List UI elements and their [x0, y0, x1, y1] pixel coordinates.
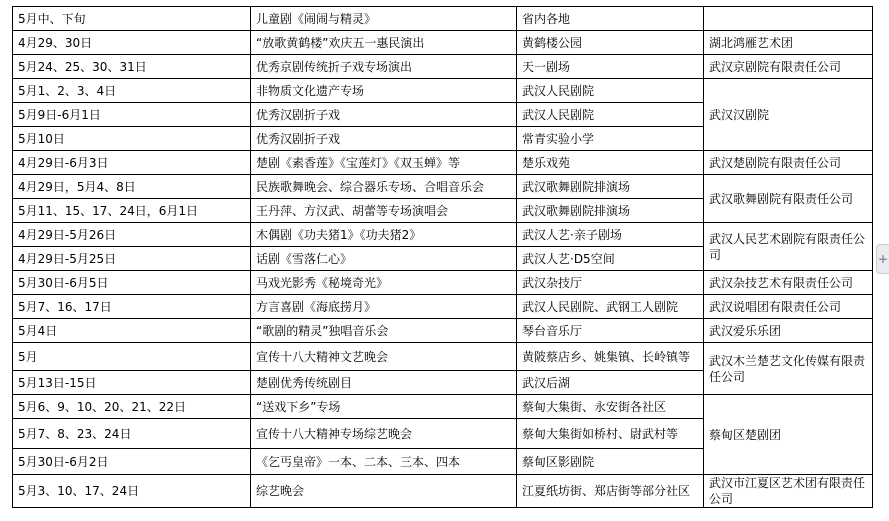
venue-cell: 蔡甸大集街如桥村、尉武村等	[517, 419, 704, 449]
date-cell: 5月9日-6月1日	[13, 103, 251, 127]
program-cell: “送戏下乡”专场	[251, 395, 517, 419]
date-cell: 5月13日-15日	[13, 371, 251, 395]
org-cell: 武汉爱乐乐团	[704, 319, 873, 343]
venue-cell: 天一剧场	[517, 55, 704, 79]
date-cell: 4月29日-6月3日	[13, 151, 251, 175]
org-cell: 武汉木兰楚艺文化传媒有限责任公司	[704, 343, 873, 395]
venue-cell: 常青实验小学	[517, 127, 704, 151]
program-cell: 楚剧《素香莲》《宝莲灯》《双玉蝉》等	[251, 151, 517, 175]
venue-cell: 武汉歌舞剧院排演场	[517, 175, 704, 199]
org-cell: 武汉汉剧院	[704, 79, 873, 151]
program-cell: 宣传十八大精神文艺晚会	[251, 343, 517, 371]
date-cell: 4月29日-5月26日	[13, 223, 251, 247]
program-cell: 马戏光影秀《秘境奇光》	[251, 271, 517, 295]
program-cell: 宣传十八大精神专场综艺晚会	[251, 419, 517, 449]
venue-cell: 武汉后湖	[517, 371, 704, 395]
program-cell: 民族歌舞晚会、综合器乐专场、合唱音乐会	[251, 175, 517, 199]
venue-cell: 武汉歌舞剧院排演场	[517, 199, 704, 223]
program-cell: 楚剧优秀传统剧目	[251, 371, 517, 395]
venue-cell: 武汉杂技厅	[517, 271, 704, 295]
program-cell: 王丹萍、方汉武、胡蕾等专场演唱会	[251, 199, 517, 223]
table-row	[13, 55, 873, 79]
program-cell: 木偶剧《功夫猪1》《功夫猪2》	[251, 223, 517, 247]
date-cell: 5月	[13, 343, 251, 371]
org-cell: 武汉市江夏区艺术团有限责任公司	[704, 475, 873, 508]
org-cell: 武汉楚剧院有限责任公司	[704, 151, 873, 175]
table-row	[13, 395, 873, 419]
side-expand-button[interactable]	[876, 244, 889, 274]
org-cell: 武汉歌舞剧院有限责任公司	[704, 175, 873, 223]
date-cell: 5月7、8、23、24日	[13, 419, 251, 449]
date-cell: 5月11、15、17、24日，6月1日	[13, 199, 251, 223]
program-cell: “放歌黄鹤楼”欢庆五一惠民演出	[251, 31, 517, 55]
table-row	[13, 343, 873, 371]
date-cell: 4月29日-5月25日	[13, 247, 251, 271]
table-row	[13, 151, 873, 175]
venue-cell: 蔡甸大集街、永安街各社区	[517, 395, 704, 419]
program-cell: 优秀汉剧折子戏	[251, 103, 517, 127]
date-cell: 5月1、2、3、4日	[13, 79, 251, 103]
program-cell: 儿童剧《闹闹与精灵》	[251, 7, 517, 31]
table-row	[13, 295, 873, 319]
program-cell: 优秀京剧传统折子戏专场演出	[251, 55, 517, 79]
date-cell: 5月30日-6月5日	[13, 271, 251, 295]
date-cell: 5月6、9、10、20、21、22日	[13, 395, 251, 419]
date-cell: 5月7、16、17日	[13, 295, 251, 319]
venue-cell: 武汉人民剧院	[517, 79, 704, 103]
org-cell: 蔡甸区楚剧团	[704, 395, 873, 475]
date-cell: 5月24、25、30、31日	[13, 55, 251, 79]
venue-cell: 江夏纸坊街、郑店街等部分社区	[517, 475, 704, 508]
table-row	[13, 475, 873, 508]
venue-cell: 琴台音乐厅	[517, 319, 704, 343]
date-cell: 5月中、下旬	[13, 7, 251, 31]
date-cell: 4月29、30日	[13, 31, 251, 55]
table-row	[13, 319, 873, 343]
program-cell: “歌剧的精灵”独唱音乐会	[251, 319, 517, 343]
venue-cell: 省内各地	[517, 7, 704, 31]
venue-cell: 武汉人艺·D5空间	[517, 247, 704, 271]
venue-cell: 武汉人艺·亲子剧场	[517, 223, 704, 247]
org-cell: 武汉京剧院有限责任公司	[704, 55, 873, 79]
table-row	[13, 31, 873, 55]
schedule-table	[12, 6, 873, 508]
date-cell: 4月29日，5月4、8日	[13, 175, 251, 199]
program-cell: 非物质文化遗产专场	[251, 79, 517, 103]
table-row	[13, 79, 873, 103]
org-cell	[704, 7, 873, 31]
table-row	[13, 175, 873, 199]
plus-icon: +	[877, 252, 889, 266]
venue-cell: 蔡甸区影剧院	[517, 449, 704, 475]
org-cell: 武汉人民艺术剧院有限责任公司	[704, 223, 873, 271]
org-cell: 武汉说唱团有限责任公司	[704, 295, 873, 319]
date-cell: 5月3、10、17、24日	[13, 475, 251, 508]
program-cell: 《乞丐皇帝》一本、二本、三本、四本	[251, 449, 517, 475]
table-row	[13, 223, 873, 247]
program-cell: 方言喜剧《海底捞月》	[251, 295, 517, 319]
date-cell: 5月4日	[13, 319, 251, 343]
program-cell: 优秀汉剧折子戏	[251, 127, 517, 151]
program-cell: 话剧《雪落仁心》	[251, 247, 517, 271]
org-cell: 武汉杂技艺术有限责任公司	[704, 271, 873, 295]
venue-cell: 武汉人民剧院	[517, 103, 704, 127]
table-row	[13, 7, 873, 31]
venue-cell: 武汉人民剧院、武钢工人剧院	[517, 295, 704, 319]
org-cell: 湖北鸿雁艺术团	[704, 31, 873, 55]
program-cell: 综艺晚会	[251, 475, 517, 508]
date-cell: 5月10日	[13, 127, 251, 151]
venue-cell: 黄陂蔡店乡、姚集镇、长岭镇等	[517, 343, 704, 371]
venue-cell: 黄鹤楼公园	[517, 31, 704, 55]
table-row	[13, 271, 873, 295]
venue-cell: 楚乐戏苑	[517, 151, 704, 175]
date-cell: 5月30日-6月2日	[13, 449, 251, 475]
